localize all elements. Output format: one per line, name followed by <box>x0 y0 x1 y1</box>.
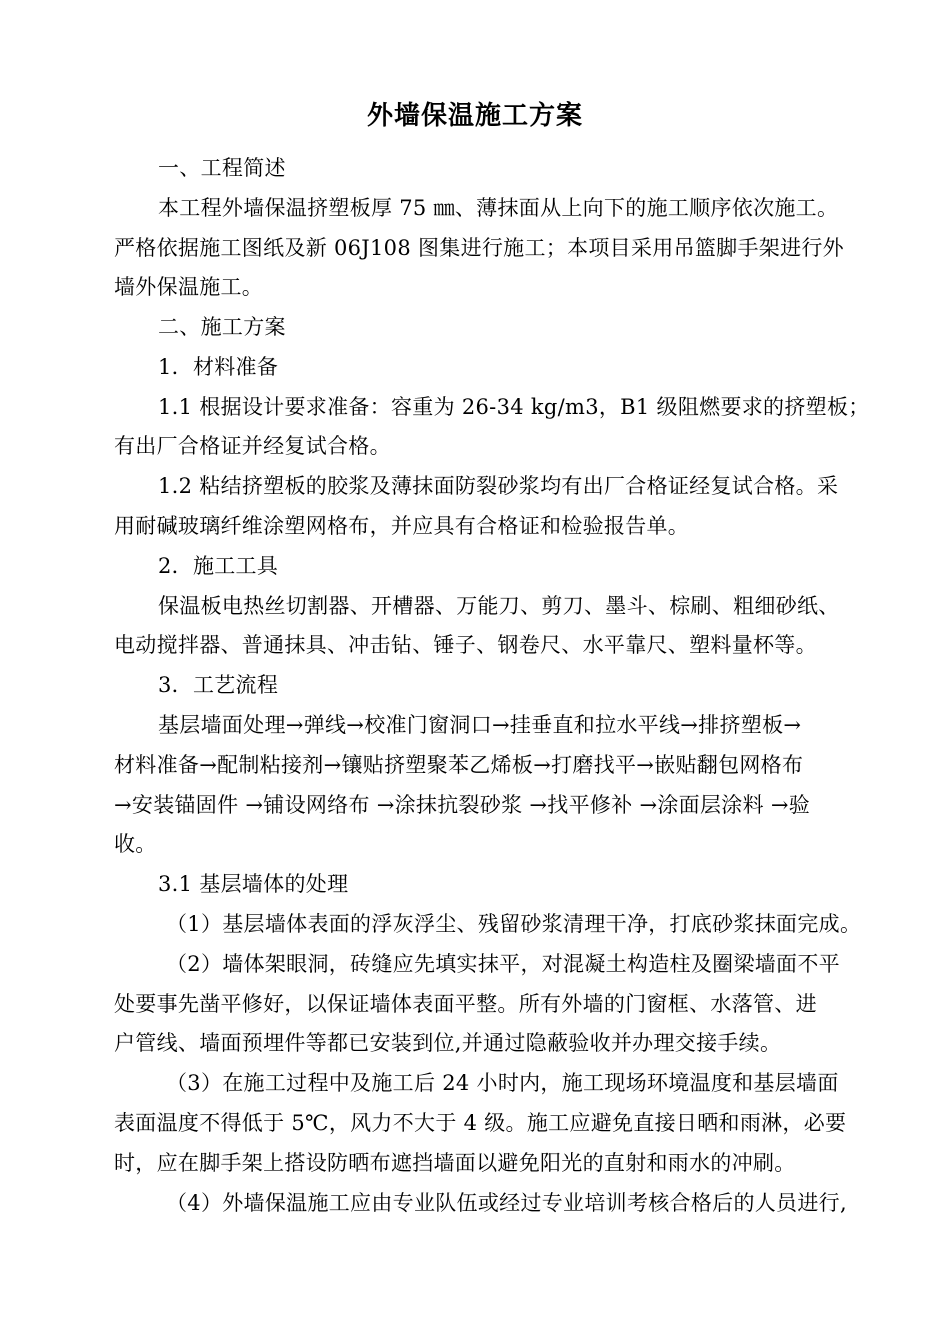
paragraph-line: （4）外墙保温施工应由专业队伍或经过专业培训考核合格后的人员进行, <box>166 1191 847 1215</box>
paragraph-line: →安装锚固件 →铺设网络布 →涂抹抗裂砂浆 →找平修补 →涂面层涂料 →验 <box>114 793 811 817</box>
paragraph-line: （1）基层墙体表面的浮灰浮尘、残留砂浆清理干净，打底砂浆抹面完成。 <box>166 912 862 936</box>
subsection-heading: 2．施工工具 <box>158 554 279 578</box>
subsection-heading: 3．工艺流程 <box>158 673 279 697</box>
paragraph-line: （3）在施工过程中及施工后 24 小时内，施工现场环境温度和基层墙面 <box>166 1071 839 1095</box>
paragraph-line: 保温板电热丝切割器、开槽器、万能刀、剪刀、墨斗、棕刷、粗细砂纸、 <box>158 594 840 618</box>
paragraph-line: 收。 <box>114 832 157 856</box>
paragraph-line: 有出厂合格证并经复试合格。 <box>114 434 391 458</box>
paragraph-line: 表面温度不得低于 5℃，风力不大于 4 级。施工应避免直接日晒和雨淋，必要 <box>114 1111 847 1135</box>
paragraph-line: 本工程外墙保温挤塑板厚 75 ㎜、薄抹面从上向下的施工顺序依次施工。 <box>158 196 839 220</box>
paragraph-line: 1.2 粘结挤塑板的胶浆及薄抹面防裂砂浆均有出厂合格证经复试合格。采 <box>158 474 839 498</box>
paragraph-line: 电动搅拌器、普通抹具、冲击钻、锤子、钢卷尺、水平靠尺、塑料量杯等。 <box>114 633 817 657</box>
paragraph-line: 材料准备→配制粘接剂→镶贴挤塑聚苯乙烯板→打磨找平→嵌贴翻包网格布 <box>114 753 804 777</box>
paragraph-line: 处要事先凿平修好，以保证墙体表面平整。所有外墙的门窗框、水落管、进 <box>114 992 817 1016</box>
subsection-heading: 3.1 基层墙体的处理 <box>158 872 349 896</box>
document-title: 外墙保温施工方案 <box>366 101 583 131</box>
section-heading: 二、施工方案 <box>158 315 286 339</box>
paragraph-line: 用耐碱玻璃纤维涂塑网格布，并应具有合格证和检验报告单。 <box>114 514 690 538</box>
subsection-heading: 1．材料准备 <box>158 355 279 379</box>
paragraph-line: 基层墙面处理→弹线→校准门窗洞口→挂垂直和拉水平线→排挤塑板→ <box>158 713 802 737</box>
paragraph-line: 1.1 根据设计要求准备：容重为 26-34 kg/m3，B1 级阻燃要求的挤塑板； <box>158 395 870 419</box>
paragraph-line: 时，应在脚手架上搭设防晒布遮挡墙面以避免阳光的直射和雨水的冲刷。 <box>114 1151 796 1175</box>
paragraph-line: 严格依据施工图纸及新 06J108 图集进行施工；本项目采用吊篮脚手架进行外 <box>114 236 844 260</box>
paragraph-line: 墙外保温施工。 <box>114 275 264 299</box>
paragraph-line: 户管线、墙面预埋件等都已安装到位,并通过隐蔽验收并办理交接手续。 <box>114 1031 782 1055</box>
section-heading: 一、工程简述 <box>158 156 286 180</box>
paragraph-line: （2）墙体架眼洞，砖缝应先填实抹平，对混凝土构造柱及圈梁墙面不平 <box>166 952 840 976</box>
